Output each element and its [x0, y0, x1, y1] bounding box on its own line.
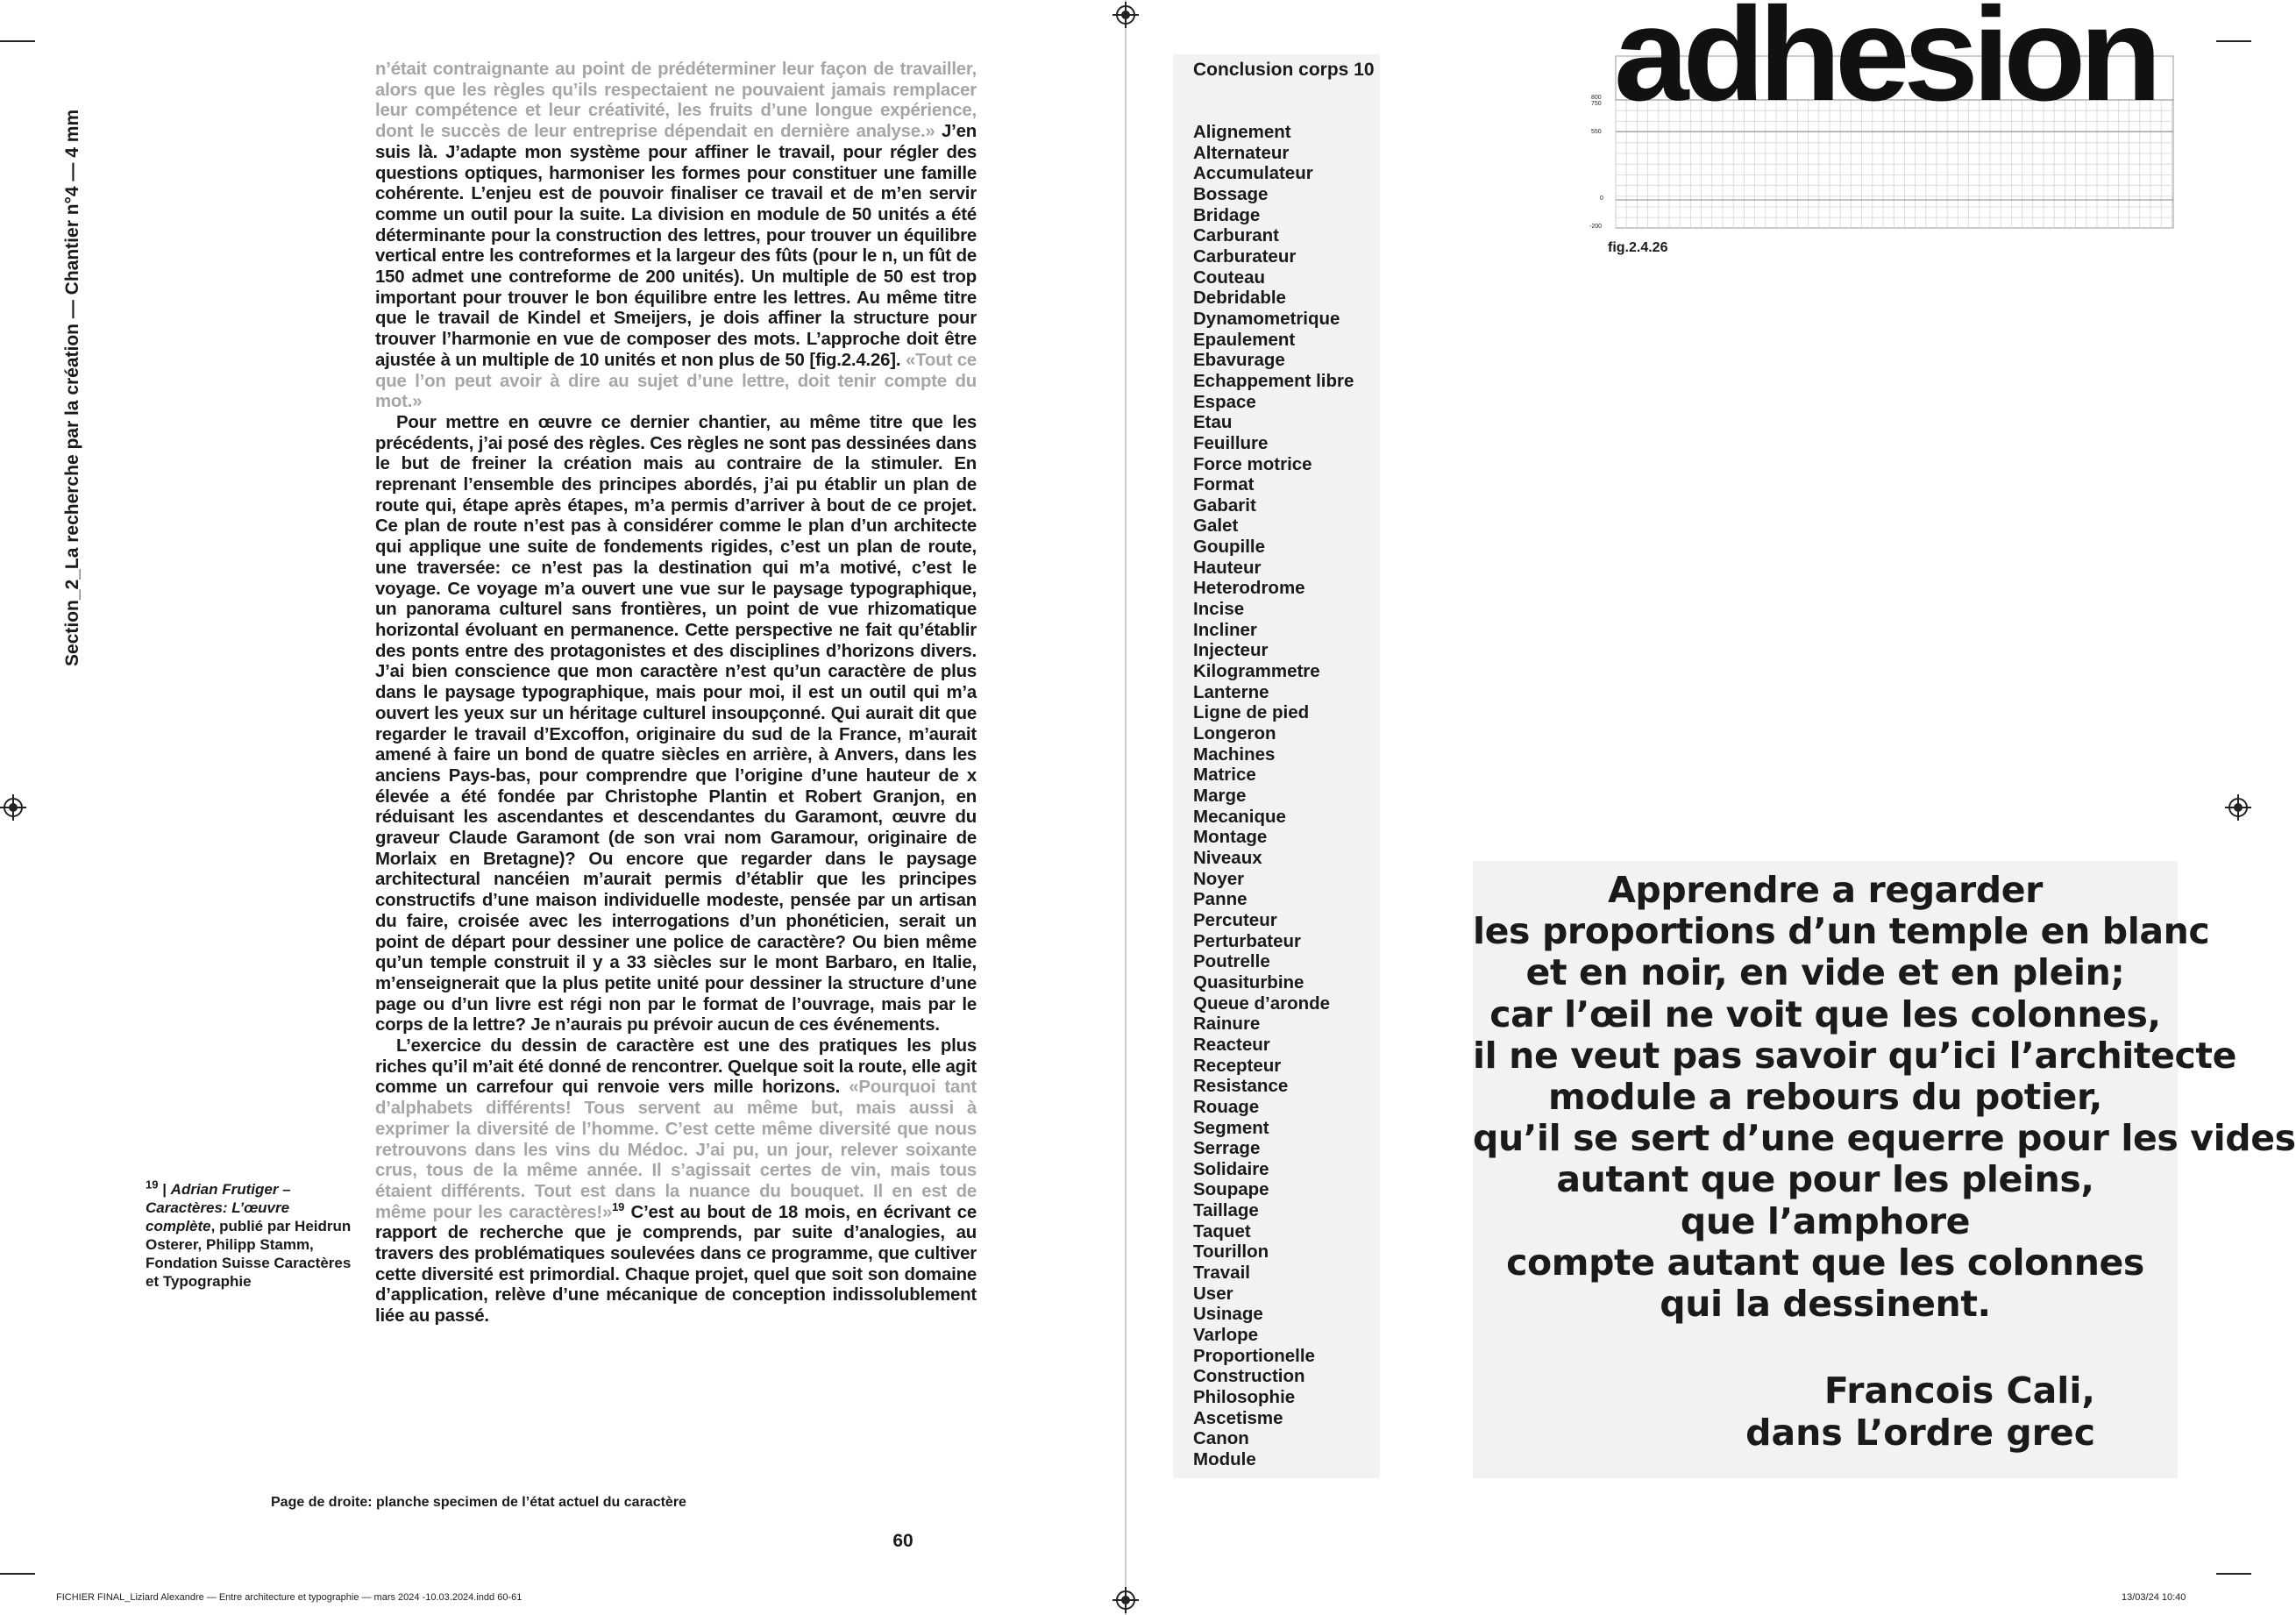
word-list-item: Epaulement — [1193, 329, 1296, 350]
word-list-item: Format — [1193, 474, 1255, 495]
crop-mark — [2216, 40, 2251, 42]
word-list-item: Kilogrammetre — [1193, 661, 1320, 682]
word-list-item: Philosophie — [1193, 1387, 1296, 1408]
spread-fold — [1125, 0, 1127, 1615]
footnote-title: Adrian Frutiger – Caractères: L’œuvre complète — [146, 1181, 291, 1234]
body-text — [375, 60, 977, 1327]
word-list-item: Lanterne — [1193, 681, 1269, 702]
word-list-item: Canon — [1193, 1428, 1249, 1449]
word-list-title: Conclusion corps 10 — [1193, 60, 1375, 80]
quote-line: que l’amphore — [1680, 1199, 1971, 1242]
word-list-item: Machines — [1193, 743, 1276, 765]
word-list-item: Reacteur — [1193, 1034, 1270, 1055]
word-list-item: Ebavurage — [1193, 350, 1285, 371]
word-list-item: Module — [1193, 1449, 1256, 1469]
quote-line: module a rebours du potier, — [1548, 1076, 2102, 1119]
word-list-item: Gabarit — [1193, 494, 1256, 516]
quoted-text: «Pourquoi tant d’alphabets différents! Tous servent au même but, mais aussi à exprimer la diversité de l’homme. C’est cette même diversité que nous retrouvons dans les vins du Médoc. J’ai pu, un jour, relever soixante crus, tous de la même année. Il s’agissait certes de vin, mais tous étaient différents. Tout est dans la nuance du bouquet. Il en est de même pour les caractères!» — [375, 1078, 977, 1222]
word-list — [1193, 122, 1354, 1470]
word-list-item: Taquet — [1193, 1220, 1251, 1241]
quote-line: Apprendre a regarder — [1608, 869, 2043, 911]
word-list-item: Varlope — [1193, 1325, 1259, 1346]
word-list-item: Longeron — [1193, 723, 1276, 744]
figure-caption: fig.2.4.26 — [1608, 240, 1668, 255]
word-list-item: Resistance — [1193, 1076, 1289, 1097]
running-section-title: Section_2_La recherche par la création — Chantier n°4 — 4 mm — [62, 109, 82, 666]
word-list-item: Segment — [1193, 1117, 1269, 1138]
word-list-item: Alignement — [1193, 122, 1291, 142]
specimen-word: adhesion — [1614, 0, 2156, 129]
word-list-item: Recepteur — [1193, 1055, 1282, 1076]
word-list-item: Bridage — [1193, 204, 1261, 225]
word-list-item: Marge — [1193, 786, 1247, 806]
word-list-item: Feuillure — [1193, 432, 1269, 453]
word-list-item: Galet — [1193, 516, 1239, 537]
word-list-item: Heterodrome — [1193, 578, 1305, 599]
registration-mark-icon — [1116, 1590, 1135, 1610]
word-list-item: Matrice — [1193, 765, 1256, 786]
crop-mark — [0, 1573, 35, 1575]
registration-mark-icon — [1116, 5, 1135, 25]
footnote-number: 19 — [146, 1177, 159, 1192]
crop-mark — [2216, 1573, 2251, 1575]
word-list-item: Perturbateur — [1193, 930, 1302, 951]
quote-line: les proportions d’un temple en blanc — [1473, 910, 2210, 953]
footnote: $^{19}$ | Adrian Frutiger – Caractères: L’œuvre complète, publié par Heidrun Osterer, Philipp Stamm, Fondation Suisse Caractères et Typographie — [146, 1177, 352, 1290]
scale-label: -200 — [1589, 224, 1603, 230]
slug-filename: FICHIER FINAL_Liziard Alexandre — Entre architecture et typographie — mars 2024 -10.03.2024.indd 60-61 — [56, 1592, 522, 1603]
word-list-item: Bossage — [1193, 183, 1269, 204]
word-list-item: Proportionelle — [1193, 1345, 1315, 1366]
quote-line: compte autant que les colonnes — [1506, 1241, 2144, 1284]
registration-mark-icon — [4, 798, 23, 817]
word-list-item: Panne — [1193, 889, 1248, 910]
word-list-item: Tourillon — [1193, 1241, 1269, 1263]
body-paragraph — [375, 1036, 977, 1327]
word-list-item: Force motrice — [1193, 453, 1312, 474]
quote-attribution — [1666, 1370, 2095, 1454]
word-list-item: Alternateur — [1193, 142, 1290, 163]
attribution-author: Francois Cali, — [1823, 1370, 2095, 1412]
page-number: 60 — [892, 1531, 913, 1551]
word-list-item: Rouage — [1193, 1096, 1260, 1117]
crop-mark — [0, 40, 35, 42]
quote-line: car l’œil ne voit que les colonnes, — [1489, 992, 2161, 1035]
word-list-item: User — [1193, 1283, 1233, 1304]
word-list-item: Poutrelle — [1193, 951, 1270, 972]
word-list-item: Incise — [1193, 599, 1245, 620]
word-list-item: Dynamometrique — [1193, 308, 1340, 329]
quote — [1473, 869, 2296, 1326]
quote-line: qu’il se sert d’une equerre pour les vides — [1473, 1117, 2296, 1160]
body-paragraph — [375, 60, 977, 413]
word-list-item: Rainure — [1193, 1014, 1261, 1035]
footnote-rest: , publié par Heidrun Osterer, Philipp Stamm, Fondation Suisse Caractères et Typographie — [146, 1218, 352, 1290]
paragraph-text: C’est au bout de 18 mois, en écrivant ce rapport de recherche que je comprends, par suite d’analogies, au travers des problématiques soulevées dans ce programme, que cultiver cette diversité est primordial. Chaque projet, quel que soit son domaine d’application, relève d’une mécanique de conception indissolublement liée au passé. — [375, 1202, 977, 1327]
word-list-item: Carburateur — [1193, 245, 1297, 267]
quoted-text: «Tout ce que l’on peut avoir à dire au sujet d’une lettre, doit tenir compte du mot.» — [375, 350, 977, 412]
word-list-item: Noyer — [1193, 868, 1245, 889]
word-list-item: Injecteur — [1193, 640, 1269, 661]
quoted-text: n’était contraignante au point de prédéterminer leur façon de travailler, alors que les règles qu’ils respectaient ne pouvaient jamais remplacer leur compétence et leur créativité, les fruits d’une longue expérience, dont le succès de leur entreprise dépendait en dernière analyse.» — [375, 60, 977, 142]
paragraph-text: L’exercice du dessin de caractère est une des pratiques les plus riches qu’il m’ait été donné de rencontrer. Quelque soit la route, elle agit comme un carrefour qui renvoie vers mille horizons. — [375, 1036, 977, 1098]
word-list-item: Couteau — [1193, 267, 1265, 288]
word-list-item: Quasiturbine — [1193, 971, 1304, 992]
quote-line: et en noir, en vide et en plein; — [1525, 951, 2125, 994]
paragraph-text: Pour mettre en œuvre ce dernier chantier, au même titre que les précédents, j’ai posé des règles. Ces règles ne sont pas dessinées dans le but de freiner la création mais au contraire de la stimuler. En reprenant l’ensemble des principes abordés, j’ai pu établir un plan de route qui, étape après étapes, m’a permis d’arriver à bout de ce projet. Ce plan de route n’est pas à considérer comme le plan d’un architecte qui applique une suite de fondements rigides, c’est un plan de route, une traversée: ce n’est pas la destination qui m’a motivé, c’est le voyage. Ce voyage m’a ouvert une vue sur le paysage typographique, un panorama culturel sans frontières, un point de vue rhizomatique horizontal évoluant en permanence. Cette perspective ne fait qu’établir des ponts entre des protagonistes et des disciplines d’horizons divers. J’ai bien conscience que mon caractère n’est qu’un caractère de plus dans le paysage typographique, mais pour moi, il est un outil qui m’a ouvert les yeux sur un héritage culturel insoupçonné. Qui aurait dit que regarder le travail d’Excoffon, originaire du sud de la France, m’aurait amené à faire un bond de quatre siècles en arrière, à Anvers, dans les anciens Pays-bas, pour comprendre que l’origine d’une hauteur de x élevée a été fondée par Christophe Plantin et Robert Granjon, en réduisant les ascendantes et descendantes du Garamont, œuvre du graveur Claude Garamont (de son vrai nom Garamour, originaire de Morlaix en Bretagne)? Ou encore que regarder dans le paysage architectural nancéien m’aurait permis d’établir que les principes constructifs d’une maison individuelle modeste, pensée par un artisan du faire, croisée avec les interrogations d’un phonéticien, serait un point de départ pour dessiner une police de caractère? Ou bien même qu’un temple construit il y a 33 siècles sur le mont Barbaro, en Italie, m’enseignerait que la plus petite unité pour dessiner la structure d’une page ou d’un livre est régi non par le format de l’ouvrage, mais par le corps de la lettre? Je n’aurais pu prévoir aucun de ces événements. — [375, 412, 977, 1035]
word-list-item: Incliner — [1193, 619, 1257, 640]
word-list-item: Percuteur — [1193, 909, 1277, 930]
attribution-source: dans L’ordre grec — [1745, 1411, 2095, 1454]
body-paragraph — [375, 413, 977, 1036]
footnote-ref: 19 — [612, 1199, 625, 1213]
scale-label: 550 — [1591, 129, 1602, 135]
specimen-figure — [1589, 0, 2173, 230]
word-list-item: Serrage — [1193, 1138, 1261, 1159]
word-list-item: Echappement libre — [1193, 370, 1354, 391]
word-list-item: Carburant — [1193, 225, 1279, 246]
word-list-item: Ascetisme — [1193, 1407, 1283, 1428]
word-list-item: Mecanique — [1193, 806, 1286, 827]
word-list-item: Espace — [1193, 391, 1256, 412]
word-list-item: Goupille — [1193, 537, 1265, 558]
word-list-item: Ligne de pied — [1193, 702, 1310, 723]
quote-line: il ne veut pas savoir qu’ici l’architecte — [1473, 1034, 2237, 1077]
slug-date: 13/03/24 10:40 — [2122, 1592, 2186, 1603]
quote-line: autant que pour les pleins, — [1556, 1158, 2094, 1201]
word-list-item: Usinage — [1193, 1304, 1263, 1325]
word-list-item: Etau — [1193, 412, 1233, 433]
registration-mark-icon — [2228, 798, 2248, 817]
quote-line: qui la dessinent. — [1660, 1283, 1991, 1326]
bottom-caption: Page de droite: planche specimen de l’état actuel du caractère — [271, 1495, 686, 1510]
word-list-item: Debridable — [1193, 288, 1286, 309]
scale-label: 800 — [1591, 95, 1602, 101]
scale-label: 750 — [1591, 101, 1602, 107]
word-list-item: Solidaire — [1193, 1158, 1269, 1179]
word-list-item: Hauteur — [1193, 557, 1262, 578]
word-list-item: Accumulateur — [1193, 163, 1313, 184]
word-list-item: Niveaux — [1193, 847, 1262, 868]
word-list-item: Construction — [1193, 1366, 1305, 1387]
paragraph-text: J’en suis là. J’adapte mon système pour affiner le travail, pour régler des questions optiques, harmoniser les formes pour constituer une famille cohérente. L’enjeu est de pouvoir finaliser ce travail et de m’en servir comme un outil pour la suite. La division en module de 50 unités a été déterminante pour la construction des lettres, pour trouver un équilibre vertical entre les contreformes et la largeur des fûts (pour le n, un fût de 150 admet une contreforme de 200 unités). Un multiple de 50 est trop important pour trouver le bon équilibre entre les lettres. Au même titre que le travail de Kindel et Smeijers, je dois affiner la structure pour trouver l’harmonie en vue de composer des mots. L’approche doit être ajustée à un multiple de 10 unités et non plus de 50 [fig.2.4.26]. — [375, 122, 977, 370]
word-list-item: Soupape — [1193, 1179, 1269, 1200]
scale-label: 0 — [1600, 196, 1603, 202]
word-list-item: Montage — [1193, 827, 1268, 848]
word-list-item: Queue d’aronde — [1193, 992, 1331, 1014]
word-list-item: Taillage — [1193, 1200, 1259, 1221]
word-list-item: Travail — [1193, 1263, 1250, 1284]
